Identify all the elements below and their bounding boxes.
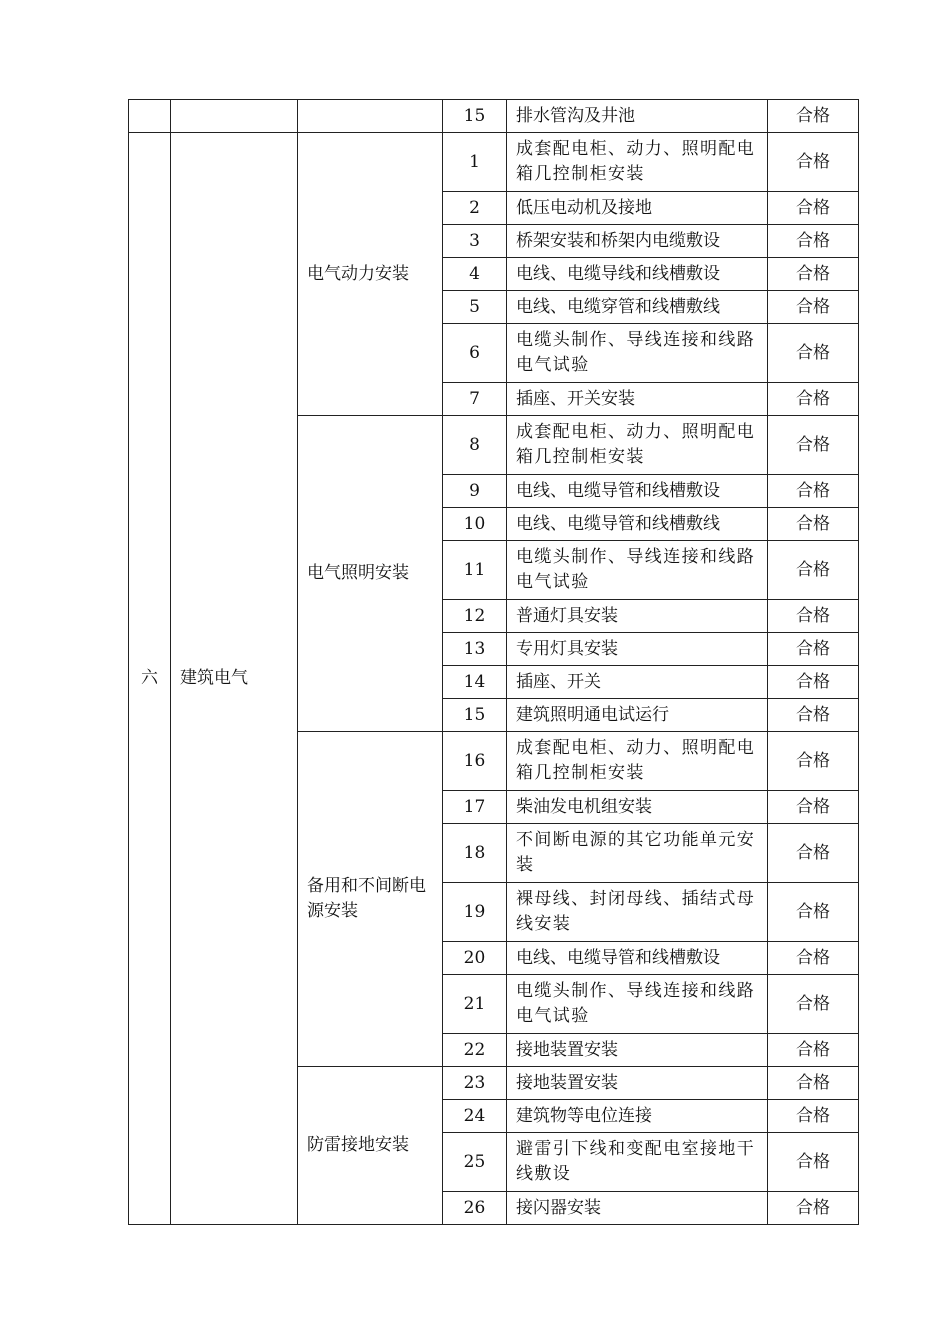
item-result: 合格: [768, 541, 859, 600]
item-result: 合格: [768, 225, 859, 258]
item-name: 避雷引下线和变配电室接地干线敷设: [507, 1133, 768, 1192]
subsection-name: 备用和不间断电源安装: [298, 732, 443, 1067]
table-row: [129, 133, 859, 192]
item-name: 不间断电源的其它功能单元安装: [507, 824, 768, 883]
empty-cell: [171, 100, 298, 133]
item-name: 接地装置安装: [507, 1067, 768, 1100]
item-name: 电线、电缆导管和线槽敷设: [507, 942, 768, 975]
item-result: 合格: [768, 133, 859, 192]
item-result: 合格: [768, 699, 859, 732]
item-result: 合格: [768, 1067, 859, 1100]
item-name: 裸母线、封闭母线、插结式母线安装: [507, 883, 768, 942]
item-number: 25: [443, 1133, 507, 1192]
item-name: 电缆头制作、导线连接和线路电气试验: [507, 324, 768, 383]
item-number: 19: [443, 883, 507, 942]
item-name: 成套配电柜、动力、照明配电箱几控制柜安装: [507, 732, 768, 791]
item-result: 合格: [768, 732, 859, 791]
item-result: 合格: [768, 291, 859, 324]
subsection-name: 电气照明安装: [298, 416, 443, 732]
subsection-name: 电气动力安装: [298, 133, 443, 416]
section-index: 六: [129, 133, 171, 1225]
item-number: 26: [443, 1192, 507, 1225]
item-number: 21: [443, 975, 507, 1034]
item-number: 8: [443, 416, 507, 475]
item-result: 合格: [768, 1100, 859, 1133]
item-result: 合格: [768, 1034, 859, 1067]
item-result: 合格: [768, 824, 859, 883]
item-number: 20: [443, 942, 507, 975]
item-result: 合格: [768, 100, 859, 133]
empty-cell: [298, 100, 443, 133]
item-result: 合格: [768, 883, 859, 942]
item-number: 2: [443, 192, 507, 225]
item-name: 插座、开关: [507, 666, 768, 699]
empty-cell: [129, 100, 171, 133]
item-name: 接地装置安装: [507, 1034, 768, 1067]
item-name: 成套配电柜、动力、照明配电箱几控制柜安装: [507, 416, 768, 475]
item-number: 15: [443, 699, 507, 732]
subsection-name: 防雷接地安装: [298, 1067, 443, 1225]
item-name: 建筑物等电位连接: [507, 1100, 768, 1133]
item-name: 电线、电缆导线和线槽敷设: [507, 258, 768, 291]
item-result: 合格: [768, 192, 859, 225]
item-name: 普通灯具安装: [507, 600, 768, 633]
item-name: 电线、电缆穿管和线槽敷线: [507, 291, 768, 324]
item-name: 成套配电柜、动力、照明配电箱几控制柜安装: [507, 133, 768, 192]
item-name: 电缆头制作、导线连接和线路电气试验: [507, 975, 768, 1034]
inspection-table: [128, 99, 859, 1225]
item-number: 15: [443, 100, 507, 133]
item-number: 24: [443, 1100, 507, 1133]
item-result: 合格: [768, 975, 859, 1034]
item-result: 合格: [768, 258, 859, 291]
section-name: 建筑电气: [171, 133, 298, 1225]
item-name: 插座、开关安装: [507, 383, 768, 416]
item-name: 排水管沟及井池: [507, 100, 768, 133]
item-result: 合格: [768, 600, 859, 633]
item-number: 10: [443, 508, 507, 541]
item-number: 7: [443, 383, 507, 416]
item-name: 电线、电缆导管和线槽敷设: [507, 475, 768, 508]
item-name: 专用灯具安装: [507, 633, 768, 666]
item-number: 14: [443, 666, 507, 699]
item-result: 合格: [768, 416, 859, 475]
item-result: 合格: [768, 1133, 859, 1192]
item-result: 合格: [768, 791, 859, 824]
item-number: 17: [443, 791, 507, 824]
item-number: 6: [443, 324, 507, 383]
item-number: 22: [443, 1034, 507, 1067]
item-number: 4: [443, 258, 507, 291]
item-number: 18: [443, 824, 507, 883]
table-row: [129, 100, 859, 133]
item-result: 合格: [768, 508, 859, 541]
item-name: 建筑照明通电试运行: [507, 699, 768, 732]
item-name: 接闪器安装: [507, 1192, 768, 1225]
item-number: 1: [443, 133, 507, 192]
item-name: 柴油发电机组安装: [507, 791, 768, 824]
item-number: 12: [443, 600, 507, 633]
item-name: 电缆头制作、导线连接和线路电气试验: [507, 541, 768, 600]
item-number: 11: [443, 541, 507, 600]
item-number: 3: [443, 225, 507, 258]
item-name: 电线、电缆导管和线槽敷线: [507, 508, 768, 541]
item-result: 合格: [768, 324, 859, 383]
item-name: 桥架安装和桥架内电缆敷设: [507, 225, 768, 258]
item-number: 5: [443, 291, 507, 324]
table-body: [129, 100, 859, 1225]
item-number: 23: [443, 1067, 507, 1100]
item-name: 低压电动机及接地: [507, 192, 768, 225]
item-result: 合格: [768, 666, 859, 699]
item-result: 合格: [768, 942, 859, 975]
item-result: 合格: [768, 383, 859, 416]
item-number: 9: [443, 475, 507, 508]
item-number: 16: [443, 732, 507, 791]
item-result: 合格: [768, 1192, 859, 1225]
item-result: 合格: [768, 633, 859, 666]
item-result: 合格: [768, 475, 859, 508]
item-number: 13: [443, 633, 507, 666]
